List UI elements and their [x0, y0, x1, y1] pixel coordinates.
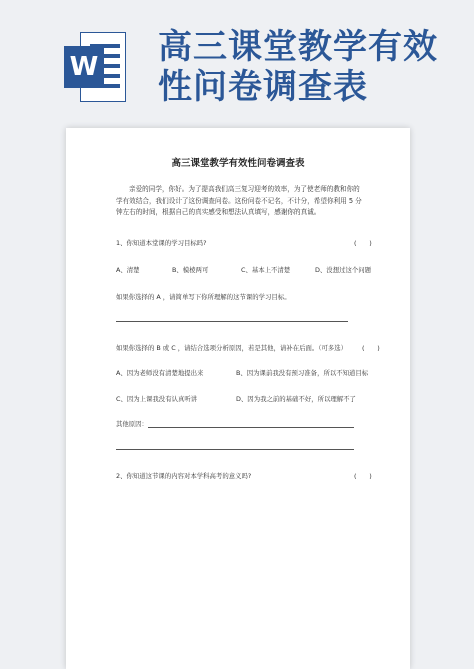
intro-paragraph: 亲爱的同学，你好。为了提高我们高三复习迎考的效率，为了使老师的教和你的学有效结合，我们设计了这份调查问卷。这份问卷不记名，不计分，希望你利用 5 分钟左右的时间，根据自己的真实感受和想法认真填写，感谢你的真诚。	[116, 185, 362, 217]
reason-option-b: B、因为课前我没有预习准备，所以不知道目标	[236, 369, 369, 377]
answer-line[interactable]	[116, 449, 354, 450]
banner-title: 高三课堂教学有效性问卷调查表	[158, 27, 438, 107]
q1-option-a: A、清楚	[116, 266, 140, 274]
reason-option-a: A、因为老师没有清楚地提出来	[116, 369, 204, 377]
question-1: 1、你知道本堂课的学习目标吗?	[116, 239, 207, 247]
q1-followup-answer-blank[interactable]: ( )	[362, 344, 380, 352]
question-2-answer-blank[interactable]: ( )	[354, 472, 372, 480]
word-letter-badge: W	[64, 46, 104, 88]
answer-line[interactable]	[116, 321, 348, 322]
word-icon	[64, 32, 128, 102]
q1-option-b: B、模棱两可	[172, 266, 209, 274]
document-title: 高三课堂教学有效性问卷调查表	[171, 158, 305, 169]
reason-option-d: D、因为我之前的基础不好，所以理解不了	[236, 395, 356, 403]
q1-followup-bc: 如果你选择的 B 或 C ，请结合选项分析原因，若是其他，请补在后面。（可多选）	[116, 344, 348, 352]
q1-option-c: C、基本上不清楚	[241, 266, 291, 274]
other-reason-label: 其他原因：	[116, 420, 148, 428]
question-2: 2、你知道这节课的内容对本学科高考的意义吗?	[116, 472, 252, 480]
q1-option-d: D、没想过这个问题	[315, 266, 372, 274]
document-page	[66, 128, 410, 669]
reason-option-c: C、因为上课我没有认真听讲	[116, 395, 198, 403]
q1-followup-a: 如果你选择的 A ，请简单写下你所理解的这节课的学习目标。	[116, 293, 291, 301]
other-reason-line[interactable]	[148, 427, 354, 428]
question-1-answer-blank[interactable]: ( )	[354, 239, 372, 247]
